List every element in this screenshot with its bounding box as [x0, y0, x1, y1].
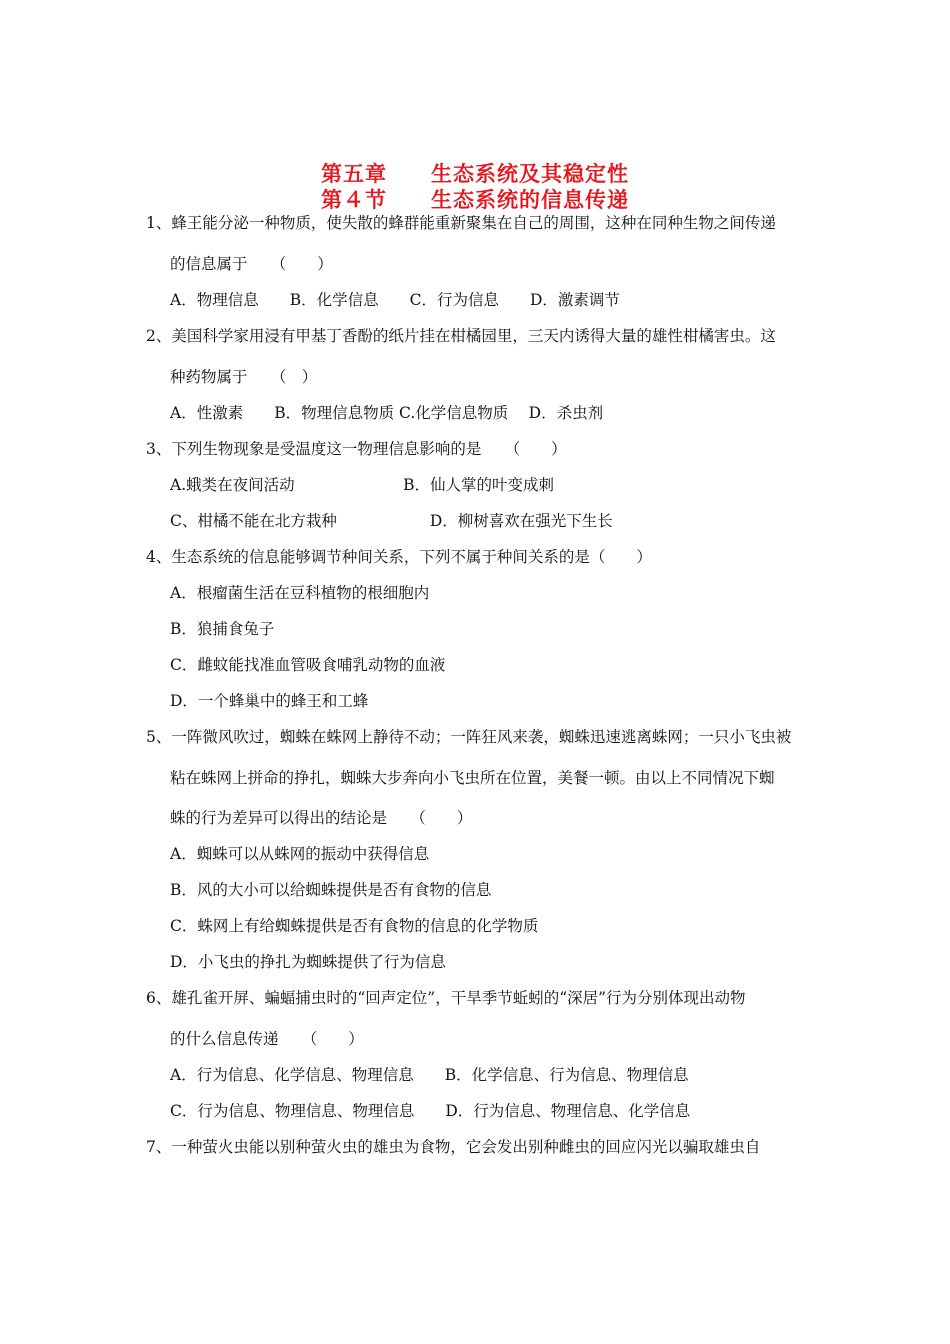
- question-1-options: A．物理信息 B．化学信息 C．行为信息 D．激素调节: [170, 291, 620, 309]
- question-4-option-a: A．根瘤菌生活在豆科植物的根细胞内: [170, 584, 430, 602]
- question-1-stem-cont: 的信息属于 （ ）: [170, 255, 333, 273]
- question-5-stem-cont-2: 蛛的行为差异可以得出的结论是 （ ）: [170, 809, 473, 827]
- question-6-stem: 6、雄孔雀开屏、蝙蝠捕虫时的“回声定位”，干旱季节蚯蚓的“深居”行为分别体现出动物: [146, 989, 746, 1007]
- question-3-options-cd: C、柑橘不能在北方栽种 D．柳树喜欢在强光下生长: [170, 512, 613, 530]
- question-3-stem: 3、下列生物现象是受温度这一物理信息影响的是 （ ）: [146, 440, 567, 458]
- question-6-options-cd: C．行为信息、物理信息、物理信息 D．行为信息、物理信息、化学信息: [170, 1102, 691, 1120]
- question-3-options-ab: A.蛾类在夜间活动 B．仙人掌的叶变成刺: [170, 476, 555, 494]
- question-5-stem: 5、一阵微风吹过，蜘蛛在蛛网上静待不动；一阵狂风来袭，蜘蛛迅速逃离蛛网；一只小飞虫被: [146, 728, 792, 746]
- question-4-option-d: D．一个蜂巢中的蜂王和工蜂: [170, 692, 369, 710]
- question-4-stem: 4、生态系统的信息能够调节种间关系，下列不属于种间关系的是（ ）: [146, 548, 652, 566]
- question-5-stem-cont-1: 粘在蛛网上拼命的挣扎，蜘蛛大步奔向小飞虫所在位置，美餐一顿。由以上不同情况下蜘: [170, 769, 775, 787]
- chapter-title: 第五章 生态系统及其稳定性: [321, 162, 629, 186]
- question-2-stem-cont: 种药物属于 （ ）: [170, 368, 318, 386]
- section-title: 第４节 生态系统的信息传递: [321, 188, 629, 212]
- question-6-options-ab: A．行为信息、化学信息、物理信息 B．化学信息、行为信息、物理信息: [170, 1066, 689, 1084]
- question-7-stem: 7、一种萤火虫能以别种萤火虫的雄虫为食物，它会发出别种雌虫的回应闪光以骗取雄虫自: [146, 1138, 761, 1156]
- question-5-option-c: C．蛛网上有给蜘蛛提供是否有食物的信息的化学物质: [170, 917, 539, 935]
- question-4-option-b: B．狼捕食兔子: [170, 620, 275, 638]
- question-5-option-b: B．风的大小可以给蜘蛛提供是否有食物的信息: [170, 881, 492, 899]
- question-4-option-c: C．雌蚊能找准血管吸食哺乳动物的血液: [170, 656, 446, 674]
- question-5-option-d: D．小飞虫的挣扎为蜘蛛提供了行为信息: [170, 953, 446, 971]
- question-6-stem-cont: 的什么信息传递 （ ）: [170, 1030, 364, 1048]
- question-5-option-a: A．蜘蛛可以从蛛网的振动中获得信息: [170, 845, 430, 863]
- question-1-stem: 1、蜂王能分泌一种物质，使失散的蜂群能重新聚集在自己的周围，这种在同种生物之间传递: [146, 214, 776, 232]
- question-2-stem: 2、美国科学家用浸有甲基丁香酚的纸片挂在柑橘园里，三天内诱得大量的雄性柑橘害虫。这: [146, 327, 776, 345]
- question-2-options: A．性激素 B．物理信息物质 C.化学信息物质 D．杀虫剂: [170, 404, 604, 422]
